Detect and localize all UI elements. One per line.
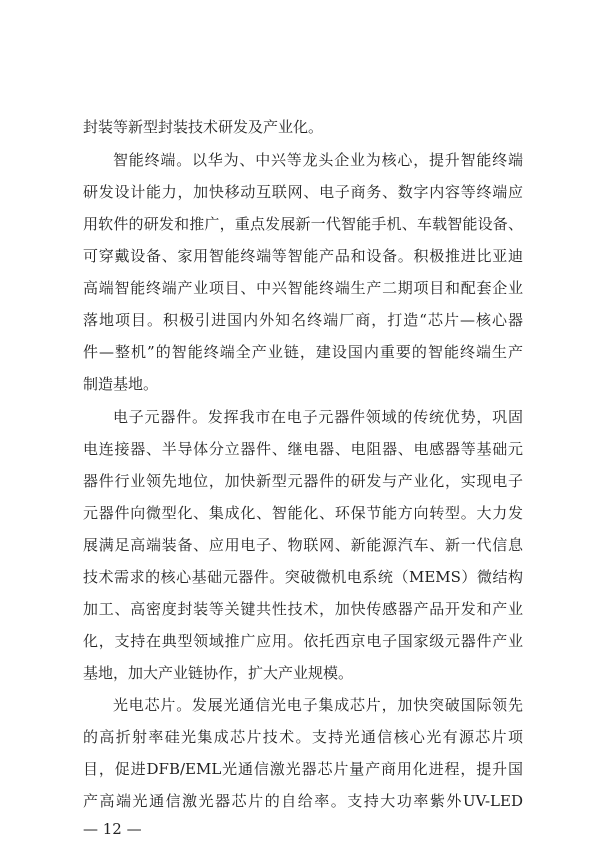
paragraph-electronic-components-line-9: 基地，加大产业链协作，扩大产业规模。 (83, 664, 354, 682)
paragraph-smart-terminal-line-7: 件—整机”的智能终端全产业链，建设国内重要的智能终端生产 (83, 343, 523, 361)
paragraph-smart-terminal-line-1: 智能终端。以华为、中兴等龙头企业为核心，提升智能终端 (113, 151, 523, 169)
paragraph-smart-terminal-line-6: 落地项目。积极引进国内外知名终端厂商，打造“芯片—核心器 (83, 311, 523, 329)
paragraph-electronic-components-line-2: 电连接器、半导体分立器件、继电器、电阻器、电感器等基础元 (83, 440, 523, 458)
paragraph-electronic-components-line-4: 元器件向微型化、集成化、智能化、环保节能方向转型。大力发 (83, 504, 523, 522)
paragraph-smart-terminal-line-2: 研发设计能力，加快移动互联网、电子商务、数字内容等终端应 (83, 183, 523, 201)
paragraph-optoelectronic-chip-line-4: 产高端光通信激光器芯片的自给率。支持大功率紫外UV-LED (83, 792, 523, 810)
paragraph-electronic-components-line-7: 加工、高密度封装等关键共性技术，加快传感器产品开发和产业 (83, 600, 523, 618)
paragraph-electronic-components-line-3: 器件行业领先地位，加快新型元器件的研发与产业化，实现电子 (83, 472, 523, 490)
paragraph-electronic-components-line-6: 技术需求的核心基础元器件。突破微机电系统（MEMS）微结构 (83, 568, 523, 586)
paragraph-electronic-components-line-8: 化，支持在典型领域推广应用。依托西京电子国家级元器件产业 (83, 632, 523, 650)
paragraph-smart-terminal-line-5: 高端智能终端产业项目、中兴智能终端生产二期项目和配套企业 (83, 279, 523, 297)
paragraph-packaging-line-1: 封装等新型封装技术研发及产业化。 (83, 118, 324, 136)
paragraph-smart-terminal-line-3: 用软件的研发和推广，重点发展新一代智能手机、车载智能设备、 (83, 215, 523, 233)
paragraph-optoelectronic-chip-line-3: 目，促进DFB/EML光通信激光器芯片量产商用化进程，提升国 (83, 760, 523, 778)
paragraph-smart-terminal-line-8: 制造基地。 (83, 375, 159, 393)
paragraph-optoelectronic-chip-line-1: 光电芯片。发展光通信光电子集成芯片，加快突破国际领先 (113, 696, 523, 714)
paragraph-optoelectronic-chip-line-2: 的高折射率硅光集成芯片技术。支持光通信核心光有源芯片项 (83, 728, 523, 746)
paragraph-smart-terminal-line-4: 可穿戴设备、家用智能终端等智能产品和设备。积极推进比亚迪 (83, 247, 523, 265)
paragraph-electronic-components-line-1: 电子元器件。发挥我市在电子元器件领域的传统优势，巩固 (113, 408, 523, 426)
paragraph-electronic-components-line-5: 展满足高端装备、应用电子、物联网、新能源汽车、新一代信息 (83, 536, 523, 554)
page-number: — 12 — (83, 820, 142, 838)
